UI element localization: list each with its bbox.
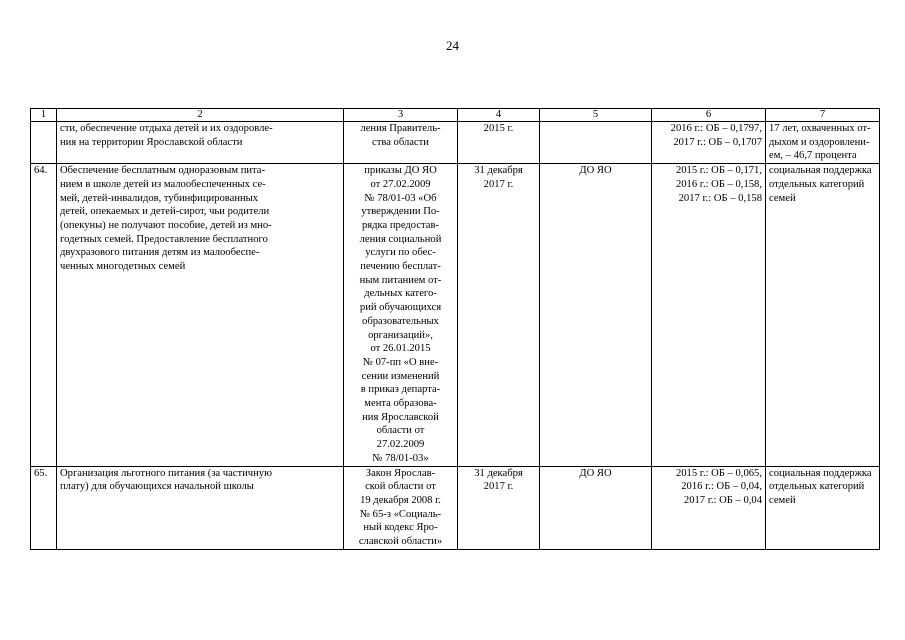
row-number: 65. <box>31 466 57 549</box>
row-number <box>31 122 57 164</box>
funding-cell: 2016 г.: ОБ – 0,1797, 2017 г.: ОБ – 0,1707 <box>652 122 766 164</box>
funding-cell: 2015 г.: ОБ – 0,065, 2016 г.: ОБ – 0,04, 2017 г.: ОБ – 0,04 <box>652 466 766 549</box>
deadline-cell: 2015 г. <box>458 122 540 164</box>
result-cell: социальная поддержка отдельных категорий семей <box>766 164 880 466</box>
header-cell-7: 7 <box>766 109 880 122</box>
measure-cell: Организация льготного питания (за частичную плату) для обучающихся начальной школы <box>57 466 344 549</box>
document-cell: Закон Ярослав- ской области от 19 декабря 2008 г. № 65-з «Социаль- ный кодекс Яро- славской области» <box>344 466 458 549</box>
result-cell: 17 лет, охваченных от- дыхом и оздоровлени- ем, – 46,7 процента <box>766 122 880 164</box>
table-row <box>31 122 880 164</box>
document-cell: ления Правитель- ства области <box>344 122 458 164</box>
header-cell-2: 2 <box>57 109 344 122</box>
page-number: 24 <box>446 38 459 53</box>
header-cell-5: 5 <box>540 109 652 122</box>
document-cell: приказы ДО ЯО от 27.02.2009 № 78/01-03 «Об утверждении По- рядка предостав- ления социальной услуги по обес- печению бесплат- ным питанием от- дельных катего- рий обучающихся образовательных организаций», от 26.01.2015 № 07-пп «О вне- сении изменений в приказ департа- мента образова- ния Ярославской области от 27.02.2009 № 78/01-03» <box>344 164 458 466</box>
table-row <box>31 466 880 549</box>
measure-cell: Обеспечение бесплатным одноразовым пита- нием в школе детей из малообеспеченных се- мей, детей-инвалидов, тубинфицированных детей, опекаемых и детей-сирот, чьи родители (опекуны) не получают пособие, детей из мно- годетных семей. Предоставление бесплатного двухразового питания детям из малообеспе- ченных многодетных семей <box>57 164 344 466</box>
header-cell-4: 4 <box>458 109 540 122</box>
table-row <box>31 164 880 466</box>
header-cell-1: 1 <box>31 109 57 122</box>
header-cell-6: 6 <box>652 109 766 122</box>
table-header-row <box>31 109 880 122</box>
measures-table <box>30 108 880 550</box>
result-cell: социальная поддержка отдельных категорий семей <box>766 466 880 549</box>
deadline-cell: 31 декабря 2017 г. <box>458 466 540 549</box>
deadline-cell: 31 декабря 2017 г. <box>458 164 540 466</box>
measure-cell: сти, обеспечение отдыха детей и их оздоровле- ния на территории Ярославской области <box>57 122 344 164</box>
header-cell-3: 3 <box>344 109 458 122</box>
row-number: 64. <box>31 164 57 466</box>
executor-cell: ДО ЯО <box>540 466 652 549</box>
funding-cell: 2015 г.: ОБ – 0,171, 2016 г.: ОБ – 0,158, 2017 г.: ОБ – 0,158 <box>652 164 766 466</box>
executor-cell: ДО ЯО <box>540 164 652 466</box>
executor-cell <box>540 122 652 164</box>
